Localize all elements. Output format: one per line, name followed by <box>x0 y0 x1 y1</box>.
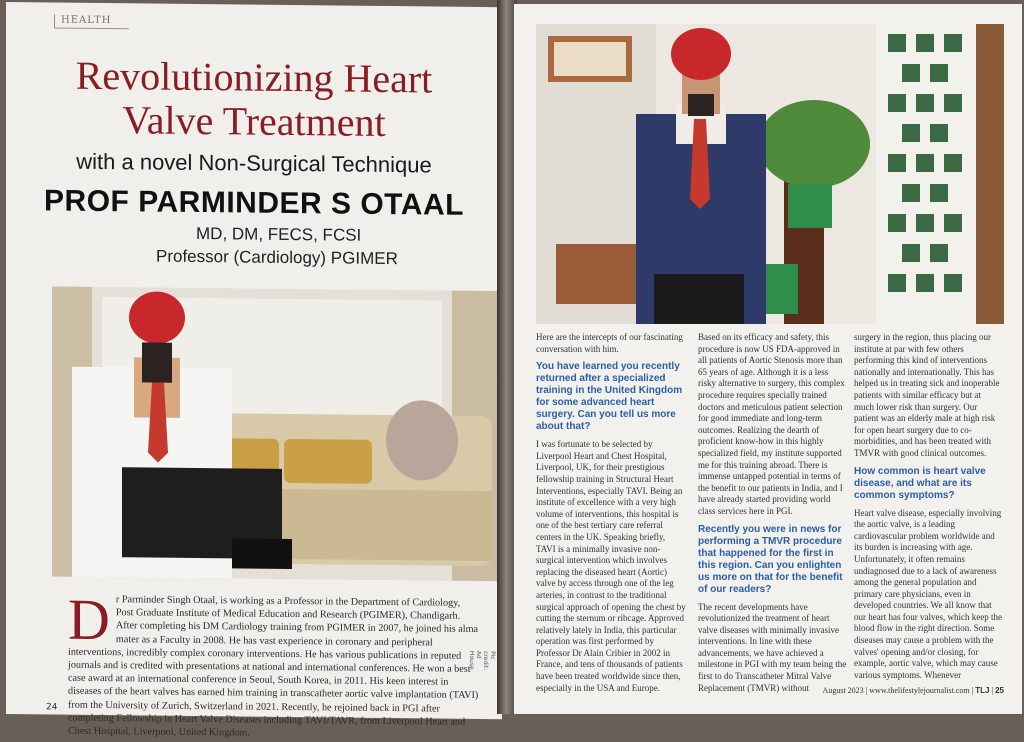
answer-2-continued: surgery in the region, thus placing our institute at par with few others performing this kind of interventions nationally and internationally. This has helped us in treating sick and inoperable patients with similar efficacy but at much lower risk than surgery. Our patient was an elderly male at high risk for open heart surgery due to co-morbidities, and has been treated with TMVR with good clinical outcomes. <box>854 332 1000 458</box>
answer-2: The recent developments have revolutionized the treatment of heart valve diseases with minimally invasive interventions. In line with these advancements, we have achieved a milestone in PGI with my team being the first to do Transcatheter Mitral Valve Replacement (TMVR) without <box>698 601 847 693</box>
left-page <box>6 2 502 739</box>
doctor-name: PROF PARMINDER S OTAAL <box>44 184 464 222</box>
article-title-line1: Revolutionizing Heart <box>75 52 433 102</box>
section-tag: HEALTH <box>54 15 129 30</box>
article-column-1 <box>536 332 686 700</box>
question-1: You have learned you recently returned after a specialized training in the United Kingdom for some advanced heart surgery. Can you tell us more about that? <box>536 361 683 433</box>
footer-brand: TLJ <box>975 686 990 695</box>
photo-credit: Pic credit: Ad House <box>468 650 496 671</box>
answer-1: I was fortunate to be selected by Liverpool Heart and Chest Hospital, Liverpool, UK, for their prestigious fellowship training in Structural Heart Interventions, especially TAVI. Being an institute of excellence with a very high volume of interventions, this hospital is one of the best tertiary care referral centers in the UK. Speaking briefly, TAVI is a minimally invasive non-surgical intervention which involves replacing the diseased heart (Aortic) valve by access through one of the leg arteries, in contrast to the traditional surgical approach of opening the chest by cutting the sternum or ribcage. Approved relatively lately in India, this particular operation was first performed by Professor Dr Alain Cribier in 2002 in France, and tens of thousands of patients have been treated worldwide since then, especially in the USA and Europe. <box>536 439 686 693</box>
answer-1-continued: Based on its efficacy and safety, this procedure is now US FDA-approved in all patients of Aortic Stenosis more than 65 years of age. Although it is a less risky alternative to surgery, this complex procedure requires specially trained doctors and meticulous patient selection for good immediate and long-term outcomes. Realizing the dearth of proficient know-how in this highly specialized field, my institute supported me for this training abroad. There is immense untapped potential in terms of the benefit to our patients in India, and I have already started providing world class services here in PGI. <box>698 332 845 516</box>
right-page <box>514 4 1022 714</box>
doctor-standing-photo <box>536 24 1004 324</box>
right-page-number: 25 <box>995 686 1004 695</box>
article-subtitle: with a novel Non-Surgical Technique <box>76 148 432 178</box>
article-column-2 <box>698 332 848 700</box>
footer-site: www.thelifestylejournalist.com <box>869 686 970 695</box>
left-page-number: 24 <box>46 702 58 713</box>
drop-cap: D <box>68 586 110 653</box>
answer-3: Heart valve disease, especially involving the aortic valve, is a leading cardiovascular problem worldwide and its burden is increasing with age. Unfortunately, it often remains undiagnosed due to a lack of awareness among the general population and primary care physicians, even in developed countries. We all know that our heart has four valves, which keep the blood flow in the right direction. Some diseases may cause a problem with the valves' opening and/or closing, for example, aortic valve, which may cause various symptoms. Whenever <box>854 507 1002 680</box>
footer-date: August 2023 <box>822 686 864 695</box>
article-title-line2: Valve Treatment <box>122 97 386 145</box>
right-page-footer: August 2023 | www.thelifestylejournalist.com | TLJ | 25 <box>822 686 1004 695</box>
doctor-role: Professor (Cardiology) PGIMER <box>156 246 398 269</box>
bio-text: r Parminder Singh Otaal, is working as a Professor in the Department of Cardiology, Post Graduate Institute of Medical Education and Research (PGIMER), Chandigarh. After completing his DM Cardiology training from PGIMER in 2007, he joined his alma mater as a Faculty in 2008. He has vast experience in coronary and peripheral interventions, incredibly complex coronary interventions. He has various publications in reputed journals and is credited with presentations at national and international conferences. He won a best case award at an international conference in Seoul, South Korea, in 2011. His keen interest in diseases of the heart valves has earned him training in transcatheter aortic valve implantation (TAVI) from the University of Zurich, Switzerland in 2021. Recently, he rejoined back in PGI after completing Fellowship in Heart Valve Diseases including TAVI/TAVR, from Liverpool Heart and Chest Hospital, Liverpool, United Kingdom. <box>68 594 479 739</box>
article-column-3 <box>854 332 1002 687</box>
doctor-credentials: MD, DM, FECS, FCSI <box>196 223 362 245</box>
question-2: Recently you were in news for performing a TMVR procedure that happened for the first in this region. Can you enlighten us more on that for the benefit of our readers? <box>698 523 843 595</box>
bio-paragraph <box>68 586 480 742</box>
interview-intro: Here are the intercepts of our fascinating conversation with him. <box>536 332 683 354</box>
question-3: How common is heart valve disease, and what are its common symptoms? <box>854 465 986 501</box>
